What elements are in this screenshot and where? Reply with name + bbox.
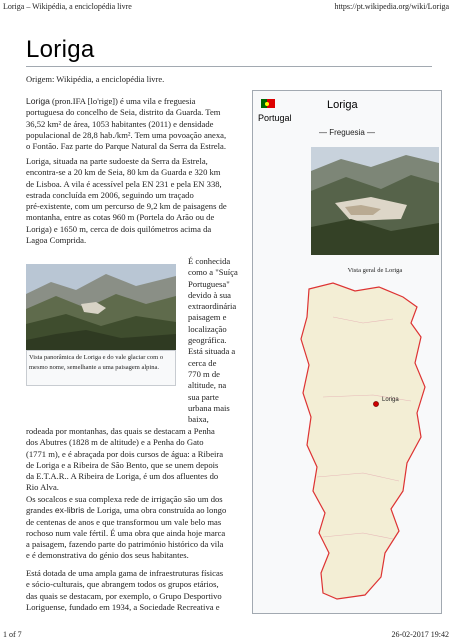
origin-line: Origem: Wikipédia, a enciclopédia livre.	[26, 74, 165, 84]
para4-line: de centenas de anos e que transformou um vale belo mas	[26, 516, 222, 527]
infobox-type: — Freguesia —	[318, 128, 376, 137]
para4-line: a paisagem, fazendo parte do património histórico da vila	[26, 539, 224, 550]
para4-line: rochoso num vale fértil. É uma obra que ainda hoje marca	[26, 527, 226, 538]
para3-line: dos Abutres (1828 m de altitude) e a Penha do Gato	[26, 437, 204, 448]
para3-line: altitude, na	[188, 380, 227, 391]
intro-line-1: (pron.IFA [lo'rigɐ]) é uma vila e freguesia	[49, 96, 196, 106]
page-title: Loriga	[26, 36, 95, 63]
intro-line-5: o Fontão. Faz parte do Parque Natural da Serra da Estrela.	[26, 141, 226, 152]
para2-line: pré-existente, com um percurso de 9,2 km de paisagens de	[26, 201, 227, 212]
print-footer	[0, 628, 452, 640]
para3-line: Rio Alva.	[26, 482, 59, 493]
footer-timestamp: 26-02-2017 19:42	[391, 630, 449, 639]
nickname-paragraph-continued	[26, 426, 252, 494]
para3-line: paisagem e	[188, 312, 227, 323]
infobox-photo-caption: Vista geral de Loriga	[347, 267, 403, 274]
para3-line: É conhecida	[188, 256, 231, 266]
para2-line: encontra-se a 20 km de Seia, 80 km da Guarda e 320 km	[26, 167, 221, 178]
infobox-name: Loriga	[327, 99, 358, 111]
valley-panorama-photo[interactable]	[26, 264, 176, 350]
title-divider	[26, 66, 432, 67]
location-paragraph	[26, 156, 252, 246]
para5-line: Loriguense, fundado em 1934, a Sociedade Recreativa e	[26, 601, 220, 612]
header-url[interactable]: https://pt.wikipedia.org/wiki/Loriga	[334, 2, 449, 11]
valley-photo-caption: Vista panorâmica de Loriga e do vale glaciar com o mesmo nome, semelhante a uma paisagem alpina.	[26, 350, 176, 386]
para3-line: cerca de	[188, 357, 217, 368]
para5-line: Está dotada de uma ampla gama de infraestruturas físicas	[26, 568, 224, 578]
portugal-location-map[interactable]	[293, 277, 441, 613]
intro-line-3: 36,52 km² de área, 1053 habitantes (2011) e densidade	[26, 118, 214, 129]
para3-line: extraordinária	[188, 301, 237, 312]
footer-page-count: 1 of 7	[3, 630, 22, 639]
ex-libris-term: ex-libris	[54, 505, 85, 516]
terraces-paragraph	[26, 494, 252, 562]
header-page-title: Loriga – Wikipédia, a enciclopédia livre	[3, 2, 132, 11]
para3-line: geográfica.	[188, 335, 227, 346]
loriga-map-marker	[373, 401, 378, 406]
infrastructure-paragraph	[26, 568, 252, 613]
para2-line: montanha, entre as cotas 960 m (Portela do Arão ou de	[26, 212, 215, 223]
nickname-paragraph-column	[188, 256, 252, 425]
para3-line: Portuguesa"	[188, 278, 230, 289]
para2-line: Loriga) e 1650 m, cerca de dois quilómetros acima da	[26, 223, 212, 234]
loriga-general-view-photo[interactable]	[311, 147, 439, 255]
portugal-flag-icon[interactable]	[261, 99, 275, 108]
para3-line: de Loriga e a Ribeira de São Bento, que se unem depois	[26, 459, 219, 470]
para2-line: estrada concluída em 2006, seguindo um traçado	[26, 189, 194, 200]
para4-line: grandes	[26, 505, 55, 516]
para4-line: e é demonstrativa do génio dos seus habitantes.	[26, 550, 189, 561]
infobox	[252, 90, 442, 614]
para3-line: como a "Suíça	[188, 267, 238, 278]
para3-line: sua parte	[188, 391, 219, 402]
intro-line-4: populacional de 28,8 hab./km². Tem uma povoação anexa,	[26, 129, 227, 140]
print-header	[0, 0, 452, 12]
para2-line: de Lisboa. A vila é acessível pela EN 231 e pela EN 338,	[26, 178, 222, 189]
para4-line: Os socalcos e sua complexa rede de irrigação são um dos	[26, 494, 223, 504]
para3-line: (1771 m), e é abraçada por dois cursos de água: a Ribeira	[26, 448, 224, 459]
para2-line: Loriga, situada na parte sudoeste da Serra da Estrela,	[26, 156, 208, 166]
para3-line: devido à sua	[188, 289, 231, 300]
para5-line: e sócio-culturais, que abrangem todos os grupos etários,	[26, 579, 219, 590]
para5-line: das quais se destacam, por exemplo, o Grupo Desportivo	[26, 590, 222, 601]
para3-line: 770 m de	[188, 368, 220, 379]
para3-line: Está situada a	[188, 346, 236, 357]
para3-line: localização	[188, 323, 227, 334]
para2-line: Lagoa Comprida.	[26, 235, 87, 246]
para3-line: rodeada por montanhas, das quais se destacam a Penha	[26, 426, 215, 436]
para4-line: de Loriga, uma obra construída ao longo	[84, 505, 227, 516]
intro-term: Loriga	[26, 96, 50, 106]
intro-line-2: portuguesa do concelho de Seia, distrito da Guarda. Tem	[26, 107, 221, 118]
map-label: Loriga	[382, 397, 399, 403]
para3-line: baixa,	[188, 414, 209, 425]
intro-paragraph	[26, 96, 248, 152]
infobox-country[interactable]: Portugal	[258, 113, 292, 123]
para3-line: da E.T.A.R.. A Ribeira de Loriga, é um dos afluentes do	[26, 471, 219, 482]
para3-line: urbana mais	[188, 402, 230, 413]
